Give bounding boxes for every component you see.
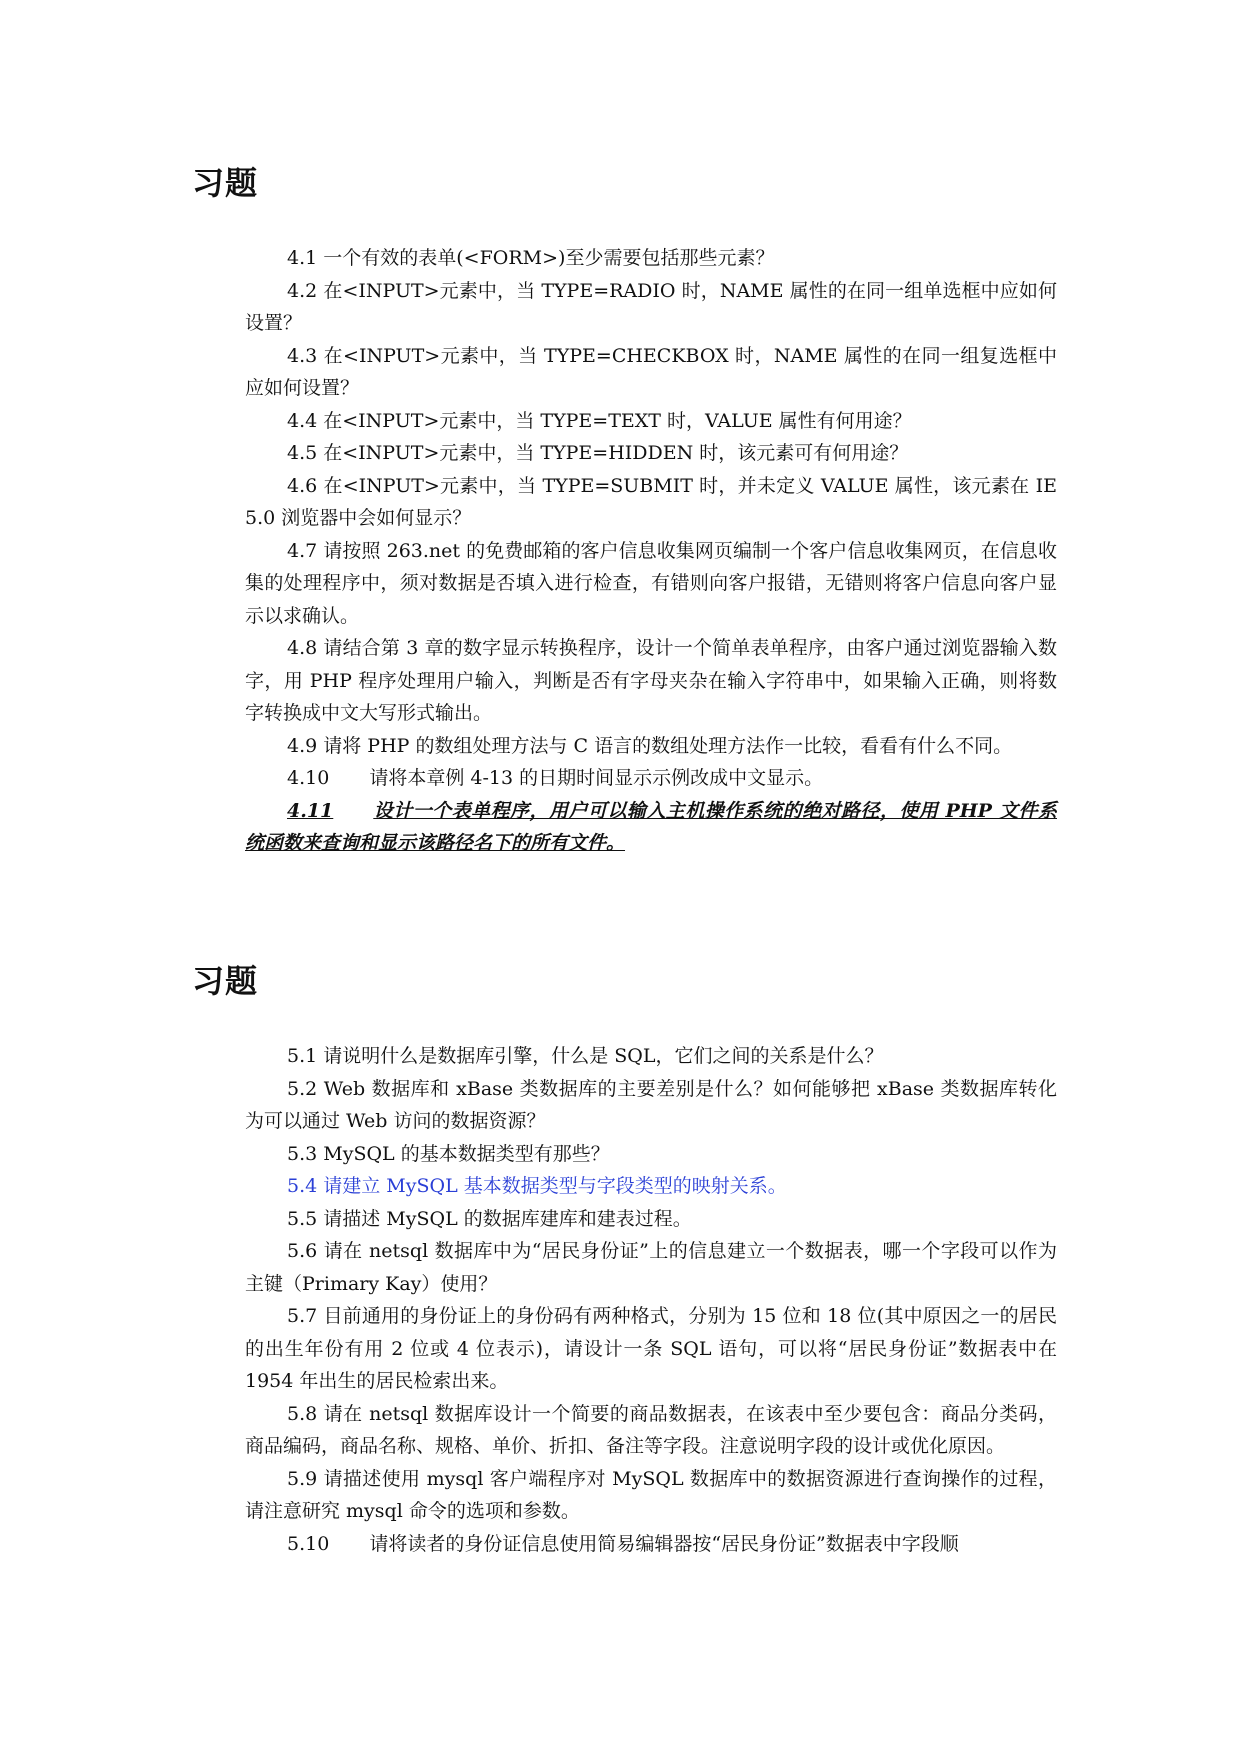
exercise-number: 5.10 [287, 1532, 330, 1555]
exercise-number: 4.10 [287, 767, 330, 789]
exercise-text: 请将本章例 4-13 的日期时间显示示例改成中文显示。 [369, 767, 824, 789]
exercise-item: 4.1 一个有效的表单(<FORM>)至少需要包括那些元素？ [287, 247, 775, 269]
exercise-item: 4.7 请按照 263.net 的免费邮箱的客户信息收集网页编制一个客户信息收集网页，在信息收集的处理程序中，须对数据是否填入进行检查，有错则向客户报错，无错则将客户信息向客户显示以求确认。 [245, 539, 1057, 627]
exercise-item: 5.8 请在 netsql 数据库设计一个简要的商品数据表，在该表中至少要包含：商品分类码，商品编码，商品名称、规格、单价、折扣、备注等字段。注意说明字段的设计或优化原因。 [245, 1402, 1057, 1457]
section-heading: 习题 [192, 164, 259, 202]
exercise-item: 5.7 目前通用的身份证上的身份码有两种格式，分别为 15 位和 18 位(其中原因之一的居民的出生年份有用 2 位或 4 位表示)，请设计一条 SQL 语句，可以将“居民身份证”数据表中在 1954 年出生的居民检索出来。 [245, 1305, 1057, 1392]
exercise-item [245, 762, 1057, 795]
exercise-item: 4.5 在<INPUT>元素中，当 TYPE=HIDDEN 时，该元素可有何用途？ [287, 442, 909, 464]
exercise-list [245, 1040, 1057, 1560]
exercise-item: 5.1 请说明什么是数据库引擎，什么是 SQL，它们之间的关系是什么？ [287, 1045, 884, 1067]
exercise-item: 4.3 在<INPUT>元素中，当 TYPE=CHECKBOX 时，NAME 属性的在同一组复选框中应如何设置？ [245, 344, 1057, 399]
exercise-text: 请将读者的身份证信息使用简易编辑器按“居民身份证”数据表中字段顺 [369, 1532, 959, 1555]
exercise-item: 4.8 请结合第 3 章的数字显示转换程序，设计一个简单表单程序，由客户通过浏览器输入数字，用 PHP 程序处理用户输入，判断是否有字母夹杂在输入字符串中，如果输入正确，则将数字转换成中文大写形式输出。 [245, 637, 1057, 724]
section-heading: 习题 [192, 962, 259, 1000]
exercise-number: 4.11 [287, 799, 334, 822]
exercise-item: 4.9 请将 PHP 的数组处理方法与 C 语言的数组处理方法作一比较，看看有什么不同。 [287, 734, 1013, 757]
exercise-item: 4.4 在<INPUT>元素中，当 TYPE=TEXT 时，VALUE 属性有何用途？ [287, 409, 912, 432]
exercise-text: 设计一个表单程序，用户可以输入主机操作系统的绝对路径，使用 PHP 文件系统函数来查询和显示该路径名下的所有文件。 [245, 799, 1057, 854]
exercise-item-highlighted [245, 795, 1057, 860]
exercise-item: 5.6 请在 netsql 数据库中为“居民身份证”上的信息建立一个数据表，哪一个字段可以作为主键（Primary Kay）使用？ [245, 1240, 1057, 1295]
exercise-item: 5.2 Web 数据库和 xBase 类数据库的主要差别是什么？如何能够把 xBase 类数据库转化为可以通过 Web 访问的数据资源？ [245, 1077, 1057, 1132]
exercise-item: 4.6 在<INPUT>元素中，当 TYPE=SUBMIT 时，并未定义 VALUE 属性，该元素在 IE 5.0 浏览器中会如何显示？ [245, 474, 1057, 529]
exercise-item: 4.2 在<INPUT>元素中，当 TYPE=RADIO 时，NAME 属性的在同一组单选框中应如何设置？ [245, 279, 1057, 334]
exercise-item [245, 1528, 1057, 1561]
exercise-item: 5.9 请描述使用 mysql 客户端程序对 MySQL 数据库中的数据资源进行查询操作的过程，请注意研究 mysql 命令的选项和参数。 [245, 1467, 1057, 1522]
exercise-list [245, 242, 1057, 860]
exercise-item: 5.5 请描述 MySQL 的数据库建库和建表过程。 [287, 1207, 692, 1230]
exercise-item-link: 5.4 请建立 MySQL 基本数据类型与字段类型的映射关系。 [287, 1175, 787, 1197]
exercise-item: 5.3 MySQL 的基本数据类型有那些？ [287, 1142, 610, 1165]
